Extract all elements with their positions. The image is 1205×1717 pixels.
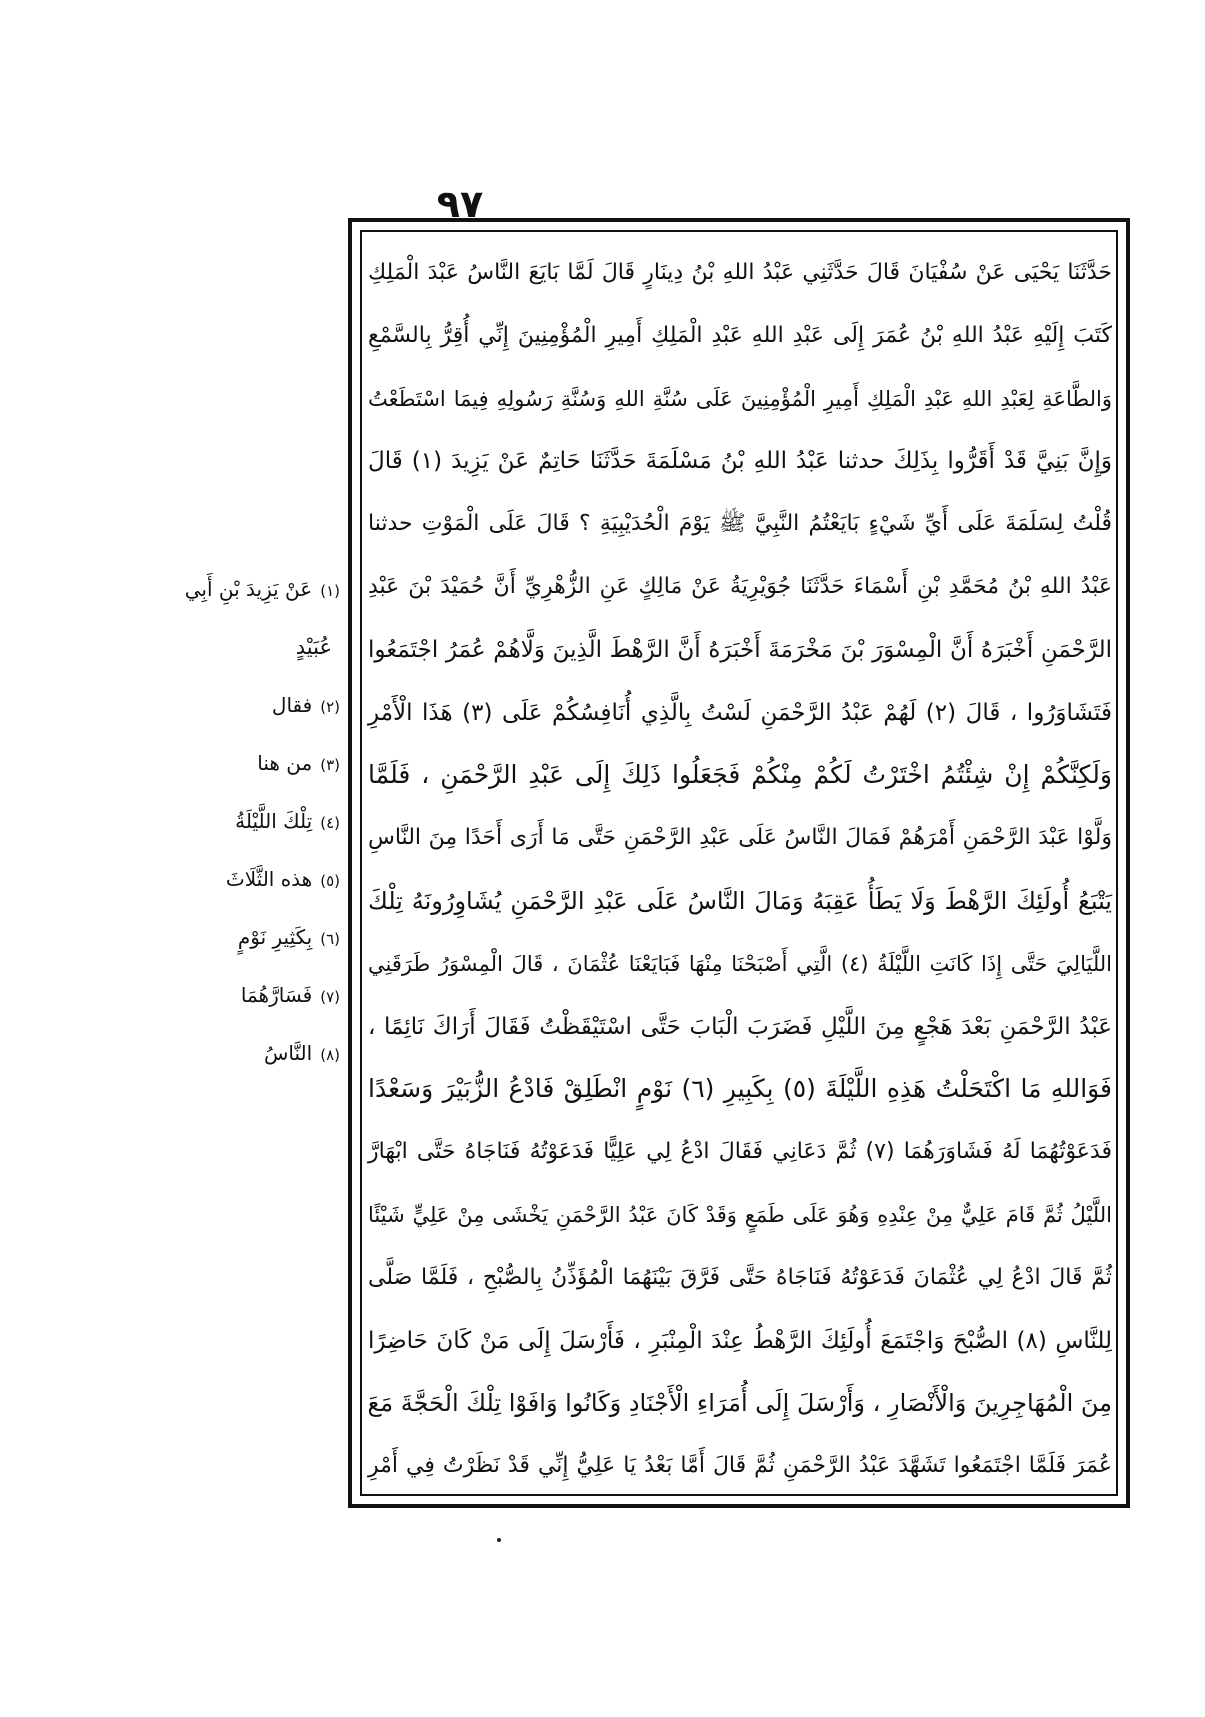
text-line: عَبْدُ اللهِ بْنُ مُحَمَّدِ بْنِ أَسْمَاءَ حَدَّثَنَا جُوَيْرِيَةُ عَنْ مَالِكٍ عَنِ الزُّهْرِيِّ أَنَّ حُمَيْدَ بْنَ عَبْدِ [368,573,1112,599]
footnote [150,618,340,676]
text-line: وَالطَّاعَةِ لِعَبْدِ اللهِ عَبْدِ الْمَلِكِ أَمِيرِ الْمُؤْمِنِينَ عَلَى سُنَّةِ اللهِ وَسُنَّةِ رَسُولِهِ فِيمَا اسْتَطَعْتُ [368,386,1112,411]
footnote-text: فقال [271,693,313,717]
footnote-number: (٣) [320,756,340,774]
footnote-text: من هنا [257,751,313,775]
text-line: فَتَشَاوَرُوا ، قَالَ (٢) لَهُمْ عَبْدُ الرَّحْمَنِ لَسْتُ بِالَّذِي أُنَافِسُكُمْ عَلَى (٣) هَذَا الْأَمْرِ [368,699,1112,726]
footnote-number: (٨) [320,1046,340,1064]
footnote-number: (٢) [320,698,340,716]
footnote [150,560,340,618]
main-text-block [362,242,1118,1498]
text-line: اللَّيَالِيَ حَتَّى إِذَا كَانَتِ اللَّيْلَةُ (٤) الَّتِي أَصْبَحْنَا مِنْهَا فَبَايَعْنَا عُثْمَانَ ، قَالَ الْمِسْوَرُ طَرَقَنِي [368,951,1112,976]
footnote [150,676,340,734]
text-line: قُلْتُ لِسَلَمَةَ عَلَى أَيِّ شَيْءٍ بَايَعْتُمُ النَّبِيَّ ﷺ يَوْمَ الْحُدَيْبِيَةِ ؟ قَالَ عَلَى الْمَوْتِ حدثنا [368,511,1112,537]
footnote-number: (٤) [320,814,340,832]
footnote [150,1024,340,1082]
text-line: فَدَعَوْتُهُمَا لَهُ فَشَاوَرَهُمَا (٧) ثُمَّ دَعَانِي فَقَالَ ادْعُ لِي عَلِيًّا فَدَعَوْتُهُ فَنَاجَاهُ حَتَّى ابْهَارَّ [368,1139,1112,1165]
footnote [150,850,340,908]
text-line: الرَّحْمَنِ أَخْبَرَهُ أَنَّ الْمِسْوَرَ بْنَ مَخْرَمَةَ أَخْبَرَهُ أَنَّ الرَّهْطَ الَّذِينَ وَلَّاهُمْ عُمَرُ اجْتَمَعُوا [368,636,1112,663]
footnote [150,792,340,850]
text-line: اللَّيْلُ ثُمَّ قَامَ عَلِيٌّ مِنْ عِنْدِهِ وَهُوَ عَلَى طَمَعٍ وَقَدْ كَانَ عَبْدُ الرَّحْمَنِ يَخْشَى مِنْ عَلِيٍّ شَيْئًا [368,1202,1112,1227]
text-line: وَلَّوْا عَبْدَ الرَّحْمَنِ أَمْرَهُمْ فَمَالَ النَّاسُ عَلَى عَبْدِ الرَّحْمَنِ حَتَّى مَا أَرَى أَحَدًا مِنَ النَّاسِ [368,825,1112,851]
footnote-number: (١) [320,582,340,600]
page-number: ٩٧ [436,182,484,226]
footnote-text: عُبَيْدٍ [295,635,332,659]
footnote [150,966,340,1024]
footnote-text: هذه الثَّلَاثَ [225,867,313,891]
text-line: ثُمَّ قَالَ ادْعُ لِي عُثْمَانَ فَدَعَوْتُهُ فَنَاجَاهُ حَتَّى فَرَّقَ بَيْنَهُمَا الْمُؤَذِّنُ بِالصُّبْحِ ، فَلَمَّا صَلَّى [368,1264,1112,1290]
text-line: عُمَرَ فَلَمَّا اجْتَمَعُوا تَشَهَّدَ عَبْدُ الرَّحْمَنِ ثُمَّ قَالَ أَمَّا بَعْدُ يَا عَلِيُّ إِنِّي قَدْ نَظَرْتُ فِي أَمْرِ [368,1453,1112,1479]
text-line: مِنَ الْمُهَاجِرِينَ وَالْأَنْصَارِ ، وَأَرْسَلَ إِلَى أُمَرَاءِ الْأَجْنَادِ وَكَانُوا وَافَوْا تِلْكَ الْحَجَّةَ مَعَ [367,1389,1112,1418]
ink-dot [497,1538,501,1542]
footnote-text: بِكَثِيرِ نَوْمٍ [237,925,313,949]
text-line: فَوَاللهِ مَا اكْتَحَلْتُ هَذِهِ اللَّيْلَةَ (٥) بِكَبِيرِ (٦) نَوْمٍ انْطَلِقْ فَادْعُ الزُّبَيْرَ وَسَعْدًا [368,1074,1113,1104]
margin-footnotes [150,560,340,1082]
text-line: لِلنَّاسِ (٨) الصُّبْحَ وَاجْتَمَعَ أُولَئِكَ الرَّهْطُ عِنْدَ الْمِنْبَرِ ، فَأَرْسَلَ إِلَى مَنْ كَانَ حَاضِرًا [368,1327,1112,1354]
text-line: عَبْدُ الرَّحْمَنِ بَعْدَ هَجْعٍ مِنَ اللَّيْلِ فَضَرَبَ الْبَابَ حَتَّى اسْتَيْقَظْتُ فَقَالَ أَرَاكَ نَائِمًا ، [368,1013,1112,1040]
text-line: وَلَكِنَّكُمْ إِنْ شِئْتُمُ اخْتَرْتُ لَكُمْ مِنْكُمْ فَجَعَلُوا ذَلِكَ إِلَى عَبْدِ الرَّحْمَنِ ، فَلَمَّا [368,760,1112,790]
text-line: كَتَبَ إِلَيْهِ عَبْدُ اللهِ بْنُ عُمَرَ إِلَى عَبْدِ اللهِ عَبْدِ الْمَلِكِ أَمِيرِ الْمُؤْمِنِينَ إِنِّي أُقِرُّ بِالسَّمْعِ [368,322,1112,348]
footnote-text: النَّاسُ [264,1041,313,1065]
footnote-number: (٥) [320,872,340,890]
footnote [150,908,340,966]
text-line: وَإِنَّ بَنِيَّ قَدْ أَقَرُّوا بِذَلِكَ حدثنا عَبْدُ اللهِ بْنُ مَسْلَمَةَ حَدَّثَنَا حَاتِمٌ عَنْ يَزِيدَ (١) قَالَ [368,448,1112,475]
footnote-text: عَنْ يَزِيدَ بْنِ أَبِي [184,577,313,601]
footnote [150,734,340,792]
text-line: يَتْبَعُ أُولَئِكَ الرَّهْطَ وَلَا يَطَأُ عَقِبَهُ وَمَالَ النَّاسُ عَلَى عَبْدِ الرَّحْمَنِ يُشَاوِرُونَهُ تِلْكَ [368,886,1112,915]
text-line: حَدَّثَنَا يَحْيَى عَنْ سُفْيَانَ قَالَ حَدَّثَنِي عَبْدُ اللهِ بْنُ دِينَارٍ قَالَ لَمَّا بَايَعَ النَّاسُ عَبْدَ الْمَلِكِ [368,260,1112,285]
footnote-text: فَسَارَّهُمَا [240,983,313,1007]
footnote-number: (٧) [320,988,340,1006]
footnote-number: (٦) [320,930,340,948]
footnote-text: تِلْكَ اللَّيْلَةُ [235,809,313,833]
